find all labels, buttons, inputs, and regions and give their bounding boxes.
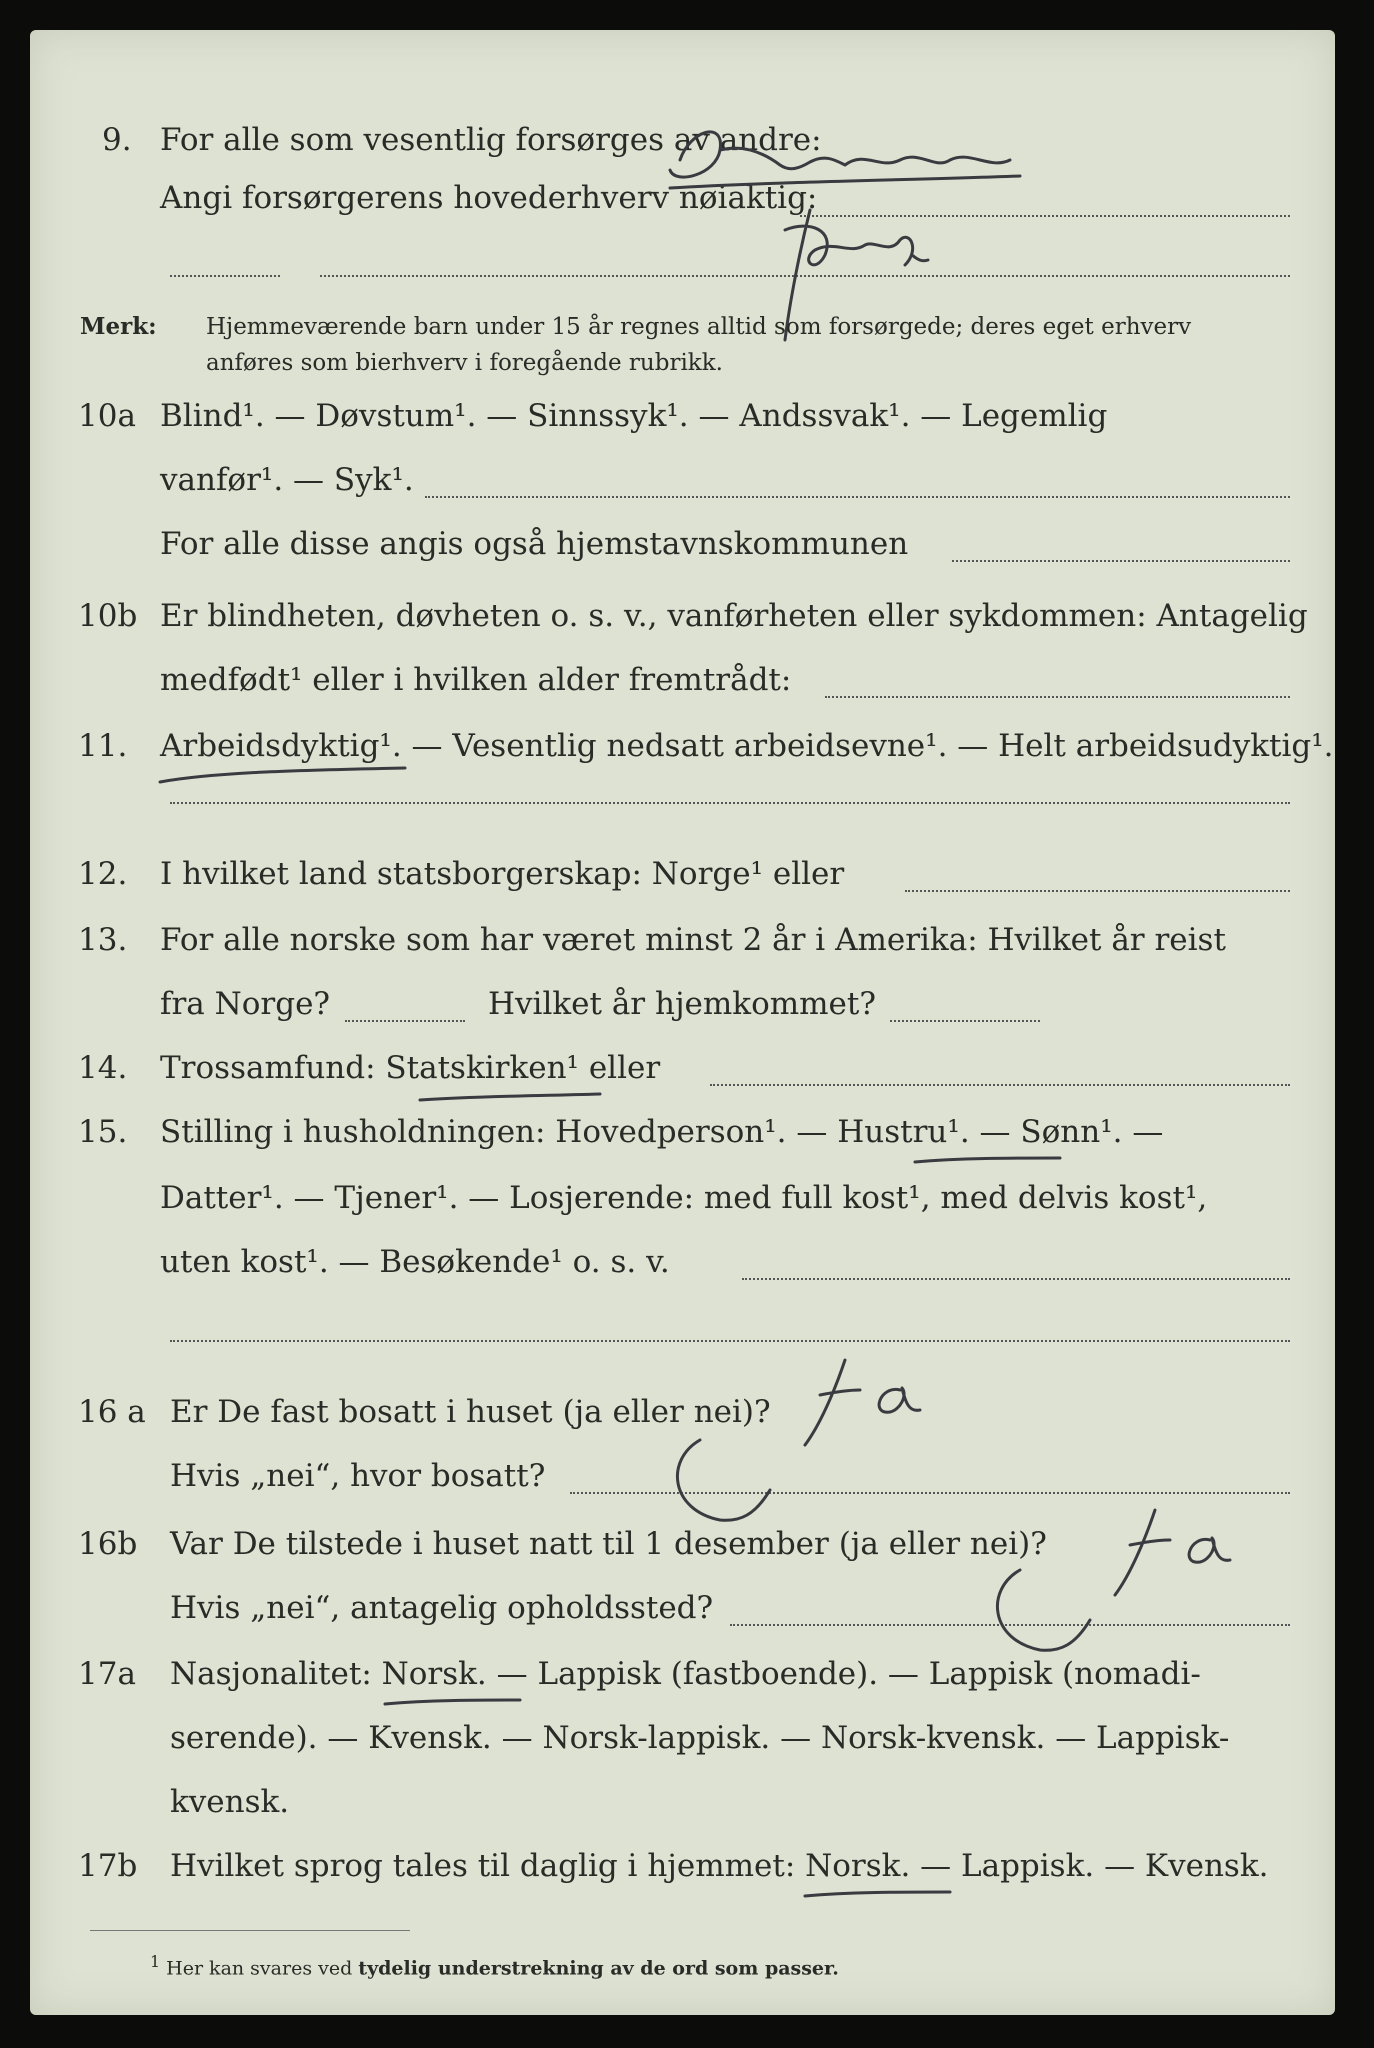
footnote — [150, 1944, 839, 1986]
q17a-line2: serende). — Kvensk. — Norsk-lappisk. — Norsk-kvensk. — Lappisk- — [170, 1720, 1230, 1756]
q10a-line2: vanfør¹. — Syk¹. — [160, 462, 414, 498]
q17a-number: 17a — [78, 1656, 136, 1692]
q16a-handwriting-icon — [790, 1350, 950, 1450]
q13-number: 13. — [78, 922, 128, 958]
q9-handwriting-icon — [650, 90, 1290, 390]
q16a-number: 16 a — [78, 1394, 146, 1430]
q17a-line3: kvensk. — [170, 1784, 290, 1820]
q16b-bracket-icon — [980, 1560, 1110, 1670]
q15-line1: Stilling i husholdningen: Hovedperson¹. — Hustru¹. — Sønn¹. — — [160, 1114, 1164, 1150]
q16a-bracket-icon — [660, 1430, 790, 1540]
q16a-line2: Hvis „nei“, hvor bosatt? — [170, 1458, 546, 1494]
q10a-number: 10a — [78, 398, 136, 434]
q15-line3: uten kost¹. — Besøkende¹ o. s. v. — [160, 1244, 670, 1280]
q11-underline-icon — [155, 760, 415, 800]
footnote-marker: 1 — [150, 1952, 161, 1971]
q12-answer-line — [905, 890, 1290, 892]
q16b-number: 16b — [78, 1526, 138, 1562]
q10a-line3: For alle disse angis også hjemstavnskommunen — [160, 526, 909, 562]
q10a-line3-dots — [952, 560, 1290, 562]
q17a-line1: Nasjonalitet: Norsk. — Lappisk (fastboende). — Lappisk (nomadi- — [170, 1656, 1201, 1692]
q15-number: 15. — [78, 1114, 128, 1150]
q10a-line2-dots — [425, 496, 1290, 498]
merk-line2: anføres som bierhverv i foregående rubrikk. — [206, 350, 723, 376]
q15-underline-icon — [910, 1146, 1070, 1176]
q13-year-right-dots — [890, 1020, 1040, 1022]
q10b-line1: Er blindheten, døvheten o. s. v., vanførheten eller sykdommen: Antagelig — [160, 598, 1308, 634]
merk-label: Merk: — [80, 313, 157, 340]
q15-extra-line — [170, 1340, 1290, 1342]
footnote-text-bold: tydelig understrekning av de ord som passer. — [358, 1957, 839, 1980]
q12-number: 12. — [78, 856, 128, 892]
q10a-line1: Blind¹. — Døvstum¹. — Sinnssyk¹. — Andssvak¹. — Legemlig — [160, 398, 1108, 434]
q16b-line1: Var De tilstede i huset natt til 1 desember (ja eller nei)? — [170, 1526, 1047, 1562]
q9-line2: Angi forsørgerens hovederhverv nøiaktig: — [160, 180, 818, 216]
q16a-line1: Er De fast bosatt i huset (ja eller nei)? — [170, 1394, 771, 1430]
merk-line1: Hjemmeværende barn under 15 år regnes alltid som forsørgede; deres eget erhverv — [206, 314, 1192, 340]
q17b-number: 17b — [78, 1848, 138, 1884]
q13-line2b: Hvilket år hjemkommet? — [488, 986, 876, 1022]
q13-year-left-dots — [345, 1020, 465, 1022]
footnote-separator — [90, 1930, 410, 1931]
q14-text: Trossamfund: Statskirken¹ eller — [160, 1050, 661, 1086]
q14-answer-line — [710, 1084, 1290, 1086]
q9-number: 9. — [102, 122, 132, 158]
q17a-underline-icon — [380, 1690, 530, 1716]
q10b-line2-dots — [825, 696, 1290, 698]
q10b-line2: medfødt¹ eller i hvilken alder fremtrådt: — [160, 662, 792, 698]
q9-line1: For alle som vesentlig forsørges av andre: — [160, 122, 822, 158]
q14-number: 14. — [78, 1050, 128, 1086]
q10b-number: 10b — [78, 598, 138, 634]
footnote-text: Her kan svares ved — [166, 1957, 353, 1980]
q15-line2: Datter¹. — Tjener¹. — Losjerende: med full kost¹, med delvis kost¹, — [160, 1180, 1208, 1216]
q11-text: Arbeidsdyktig¹. — Vesentlig nedsatt arbeidsevne¹. — Helt arbeidsudyktig¹. — [160, 728, 1334, 764]
q16b-handwriting-icon — [1100, 1500, 1260, 1600]
q17b-text: Hvilket sprog tales til daglig i hjemmet: Norsk. — Lappisk. — Kvensk. — [170, 1848, 1269, 1884]
census-form-page — [30, 30, 1335, 2015]
q14-underline-icon — [415, 1082, 615, 1112]
q13-line1: For alle norske som har været minst 2 år i Amerika: Hvilket år reist — [160, 922, 1226, 958]
q16b-line2: Hvis „nei“, antagelig opholdssted? — [170, 1590, 714, 1626]
q12-text: I hvilket land statsborgerskap: Norge¹ eller — [160, 856, 845, 892]
q9-extra-line-a — [170, 275, 280, 277]
q17b-underline-icon — [800, 1882, 960, 1908]
q15-line3-dots — [742, 1278, 1290, 1280]
q11-number: 11. — [78, 728, 128, 764]
q11-extra-line — [170, 802, 1290, 804]
q13-line2a: fra Norge? — [160, 986, 331, 1022]
